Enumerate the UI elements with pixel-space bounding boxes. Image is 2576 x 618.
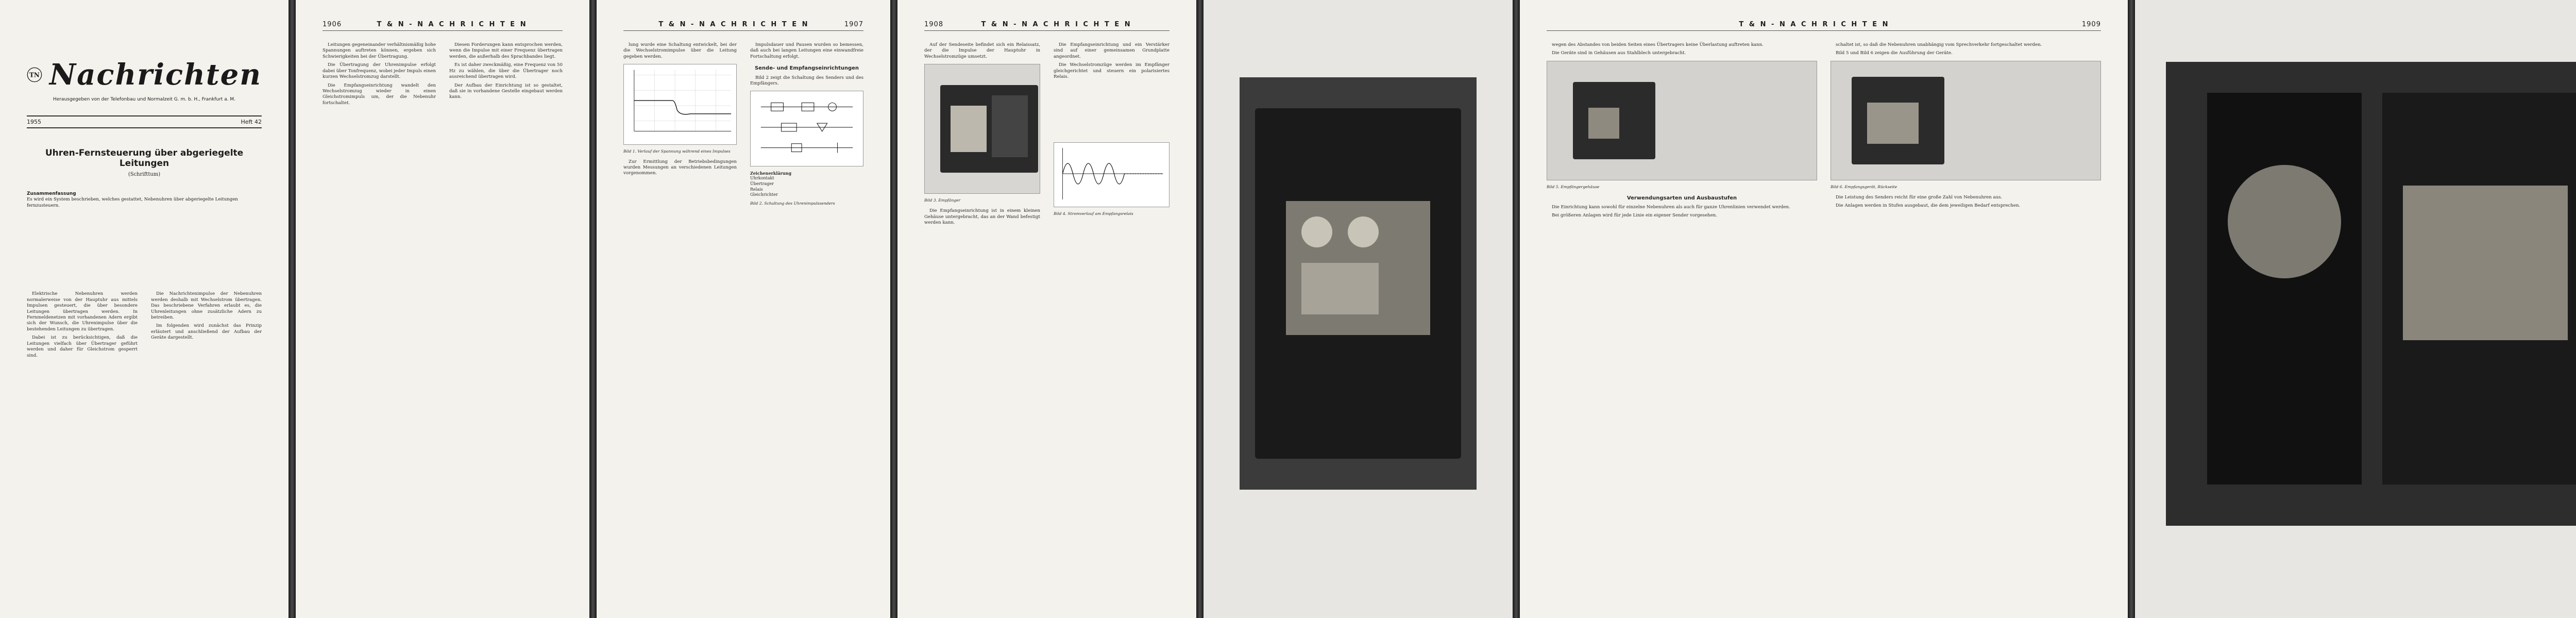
page-number: 1906: [323, 21, 342, 28]
figure-2-schematic: [750, 91, 863, 166]
article-title: Uhren-Fernsteuerung über abgeriegelte Leitungen: [45, 148, 244, 169]
paragraph: Bei größeren Anlagen wird für jede Linie ein eigener Sender vorgesehen.: [1552, 213, 1718, 219]
legend-item: Relais: [750, 187, 763, 192]
figure-5-photo: [1547, 61, 1817, 180]
paragraph: wegen des Abstandes von beiden Seiten eines Übertragers keine Überlastung auftreten kann.: [1552, 42, 1764, 47]
publisher-line: Herausgegeben von der Telefonbau und Normalzeit G. m. b. H., Frankfurt a. M.: [53, 97, 236, 102]
column-1: [924, 42, 1040, 228]
paragraph: lung wurde eine Schaltung entwickelt, bei der die Wechselstromimpulse über die Leitung gegeben werden.: [623, 42, 737, 59]
page-gutter: [1513, 0, 1520, 618]
page-number: 1909: [2081, 21, 2101, 28]
abstract: [27, 191, 262, 209]
figure-6-caption: Bild 6. Empfangsgerät, Rückseite: [1831, 184, 1897, 189]
figure-1-graph: [623, 64, 737, 144]
receiver-device: [940, 85, 1038, 173]
relay-current-graph: [1054, 143, 1169, 205]
text-columns: [623, 42, 863, 211]
page-gutter: [890, 0, 897, 618]
page-gutter: [289, 0, 296, 618]
page-number: 1908: [924, 21, 944, 28]
figure-1-caption: Bild 1. Verlauf der Spannung während eines Impulses: [623, 148, 731, 154]
running-header: [1547, 21, 2101, 31]
relay-unit-photo: [1240, 77, 1477, 490]
figure-4-graph: [1054, 142, 1170, 207]
paragraph: Die Nachrichtenimpulse der Nebenuhren werden deshalb mit Wechselstrom übertragen. Das beschriebene Verfahren erlaubt es, die Uhrenleitungen ohne zusätzliche Adern zu betreiben.: [151, 291, 262, 321]
running-title: T & N - N A C H R I C H T E N: [377, 21, 528, 28]
logo-letters: TN: [29, 71, 40, 79]
page-number: 1907: [844, 21, 863, 28]
company-logo-icon: [27, 57, 42, 93]
paragraph: Zur Ermittlung der Betriebsbedingungen wurden Messungen an verschiedenen Leitungen vorgenommen.: [623, 159, 737, 176]
figure-3-photo: [924, 64, 1040, 194]
column-2: [750, 42, 863, 211]
text-columns: [924, 42, 1170, 228]
masthead: [27, 57, 262, 93]
running-header: [924, 21, 1170, 31]
paragraph: Es ist daher zweckmäßig, eine Frequenz von 50 Hz zu wählen, die über die Übertrager noch ausreichend übertragen wird.: [449, 62, 563, 80]
photo-plate-relay-unit: [1204, 0, 1513, 618]
section-heading: Sende- und Empfangseinrichtungen: [754, 65, 859, 72]
legend-item: Uhrkontakt: [750, 176, 774, 181]
page-gutter: [2128, 0, 2135, 618]
paragraph: Diesen Forderungen kann entsprochen werden, wenn die Impulse mit einer Frequenz übertragen werden, die außerhalb des Sprachbandes liegt.: [449, 42, 563, 59]
voltage-curve-graph: [624, 64, 736, 142]
relay-mount: [1255, 108, 1461, 459]
paragraph: Die Empfangseinrichtung und ein Verstärker sind auf einer gemeinsamen Grundplatte angeordnet.: [1054, 42, 1170, 59]
page-gutter: [1196, 0, 1204, 618]
sender-schematic: [751, 91, 863, 163]
cover-column-2: [151, 291, 262, 361]
column-2: [1831, 42, 2101, 222]
column-2: [1054, 42, 1170, 228]
paragraph: Leitungen gegeneinander verhältnismäßig hohe Spannungen auftreten können, ergeben sich Schwierigkeiten bei der Übertragung.: [323, 42, 436, 59]
paragraph: Im folgenden wird zunächst das Prinzip erläutert und anschließend der Aufbau der Geräte dargestellt.: [151, 323, 262, 341]
cover-columns: [27, 291, 262, 361]
column-1: [623, 42, 737, 211]
page-1908: [897, 0, 1196, 618]
photo-plate-equipment: [2135, 0, 2576, 618]
page-1907: [597, 0, 890, 618]
text-columns: [1547, 42, 2101, 222]
running-title: T & N - N A C H R I C H T E N: [981, 21, 1132, 28]
legend-item: Übertrager: [750, 181, 774, 187]
issue-number: Heft 42: [241, 119, 262, 125]
cover-page: [0, 0, 289, 618]
page-1906: [296, 0, 589, 618]
figure-4-caption: Bild 4. Stromverlauf am Empfangsrelais: [1054, 211, 1133, 216]
paragraph: Bild 2 zeigt die Schaltung des Senders und des Empfängers.: [750, 75, 863, 86]
paragraph: Bild 5 und Bild 6 zeigen die Ausführung der Geräte.: [1836, 51, 1953, 56]
running-title: T & N - N A C H R I C H T E N: [658, 21, 809, 28]
abstract-text: Es wird ein System beschrieben, welches gestattet, Nebenuhren über abgeriegelte Leitungen fernzusteuern.: [27, 197, 238, 208]
paragraph: Die Anlagen werden in Stufen ausgebaut, die dem jeweiligen Bedarf entsprechen.: [1836, 203, 2021, 209]
section-heading: Verwendungsarten und Ausbaustufen: [1626, 195, 1737, 201]
figure-6-photo: [1831, 61, 2101, 180]
paragraph: Die Empfangseinrichtung wandelt den Wechselstromzug wieder in einen Gleichstromimpuls um, der die Nebenuhr fortschaltet.: [323, 82, 436, 106]
paragraph: schaltet ist, so daß die Nebenuhren unabhängig vom Sprechverkehr fortgeschaltet werden.: [1836, 42, 2042, 47]
figure-3-caption: Bild 3. Empfänger: [924, 198, 961, 203]
figure-5-caption: Bild 5. Empfängergehäuse: [1547, 184, 1600, 189]
abstract-label: Zusammenfassung: [27, 191, 76, 196]
column-2: [449, 42, 563, 109]
issue-bar: [27, 115, 262, 128]
running-header: [323, 21, 563, 31]
paragraph: Die Übertragung der Uhrenimpulse erfolgt dabei über Tonfrequenz, wobei jeder Impuls einen kurzen Wechselstromzug darstellt.: [323, 62, 436, 80]
issue-year: 1955: [27, 119, 41, 125]
legend-title: Zeichenerklärung: [750, 170, 792, 176]
paragraph: Die Empfangseinrichtung ist in einem kleinen Gehäuse untergebracht, das an der Wand befestigt werden kann.: [924, 208, 1040, 225]
magazine-title: Nachrichten: [49, 58, 262, 92]
paragraph: Die Leistung des Senders reicht für eine große Zahl von Nebenuhren aus.: [1836, 194, 2003, 200]
paragraph: Die Geräte sind in Gehäusen aus Stahlblech untergebracht.: [1552, 51, 1686, 56]
paragraph: Der Aufbau der Einrichtung ist so gestaltet, daß sie in vorhandene Gestelle eingebaut werden kann.: [449, 82, 563, 100]
running-header: [623, 21, 863, 31]
figure-2-caption: Bild 2. Schaltung des Uhrenimpulssenders: [750, 201, 835, 206]
cover-column-1: [27, 291, 138, 361]
equipment-photo-left: [2166, 62, 2576, 526]
page-1909: [1520, 0, 2128, 618]
legend: [750, 171, 863, 198]
paragraph: Die Wechselstromzüge werden im Empfänger gleichgerichtet und steuern ein polarisiertes Relais.: [1054, 62, 1170, 80]
legend-item: Gleichrichter: [750, 192, 778, 197]
text-columns: [323, 42, 563, 109]
article-author: (Schrifttum): [128, 172, 161, 177]
paragraph: Die Einrichtung kann sowohl für einzelne Nebenuhren als auch für ganze Uhrenlinien verwendet werden.: [1552, 205, 1790, 210]
column-1: [323, 42, 436, 109]
paragraph: Dabei ist zu berücksichtigen, daß die Leitungen vielfach über Übertrager geführt werden und daher für Gleichstrom gesperrt sind.: [27, 335, 138, 358]
page-gutter: [589, 0, 597, 618]
column-1: [1547, 42, 1817, 222]
paragraph: Auf der Sendeseite befindet sich ein Relaissatz, der die Impulse der Hauptuhr in Wechselstromzüge umsetzt.: [924, 42, 1040, 59]
paragraph: Elektrische Nebenuhren werden normalerweise von der Hauptuhr aus mittels Impulsen gesteuert, die über besondere Leitungen übertragen werden. In Fernmeldenetzen mit vorhandenen Adern ergibt sich der Wunsch, die Uhrenimpulse über die bestehenden Leitungen zu übertragen.: [27, 291, 138, 332]
running-title: T & N - N A C H R I C H T E N: [1739, 21, 1890, 28]
paragraph: Impulsdauer und Pausen wurden so bemessen, daß auch bei langen Leitungen eine einwandfreie Fortschaltung erfolgt.: [750, 42, 863, 59]
